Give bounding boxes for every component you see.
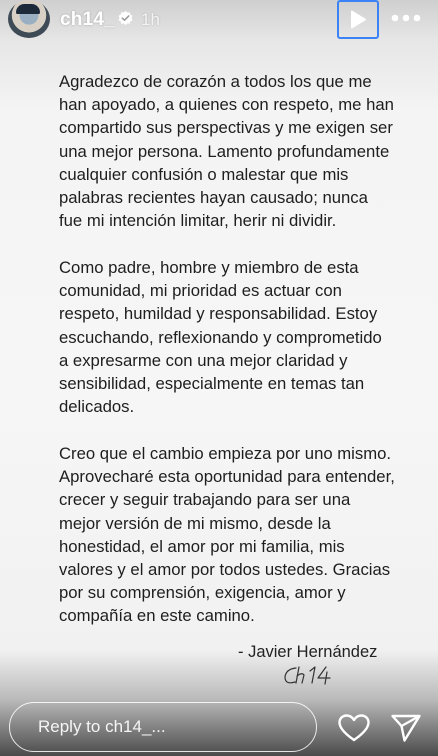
story-text [59, 70, 395, 651]
send-icon[interactable] [390, 713, 422, 743]
reply-input[interactable] [36, 716, 300, 738]
avatar[interactable] [8, 0, 50, 38]
signature-name: - Javier Hernández [238, 643, 378, 661]
reply-field[interactable] [9, 702, 317, 752]
username[interactable]: ch14_ [60, 9, 115, 30]
handwritten-signature [282, 663, 340, 689]
play-icon [348, 9, 368, 31]
story-header [0, 0, 438, 40]
more-options-button[interactable] [388, 8, 424, 28]
post-time: 1h [141, 10, 160, 29]
story-paragraph-1: Agradezco de corazón a todos los que me han apoyado, a quienes con respeto, me han compartido sus perspectivas y me exigen ser una mejor persona. Lamento profundamente cualquier confusión o malestar que mis palabras recientes hayan causado; nunca fue mi intención limitar, herir ni dividir. [59, 72, 394, 231]
heart-icon[interactable] [337, 713, 371, 743]
story-paragraph-3: Creo que el cambio empieza por uno mismo. Aprovecharé esta oportunidad para entender, crecer y seguir trabajando para ser una mejor versión de mi mismo, desde la honestidad, el amor por mi familia, mis valores y el amor por todos ustedes. Gracias por su comprensión, exigencia, amor y compañía en este camino. [59, 444, 395, 626]
more-icon [391, 14, 421, 22]
verified-badge-icon [117, 10, 134, 27]
story-paragraph-2: Como padre, hombre y miembro de esta comunidad, mi prioridad es actuar con respeto, humildad y responsabilidad. Estoy escuchando, reflexionando y comprometido a expresarme con una mejor claridad y sensibilidad, especialmente en temas tan delicados. [59, 258, 382, 417]
play-button[interactable] [337, 0, 379, 39]
